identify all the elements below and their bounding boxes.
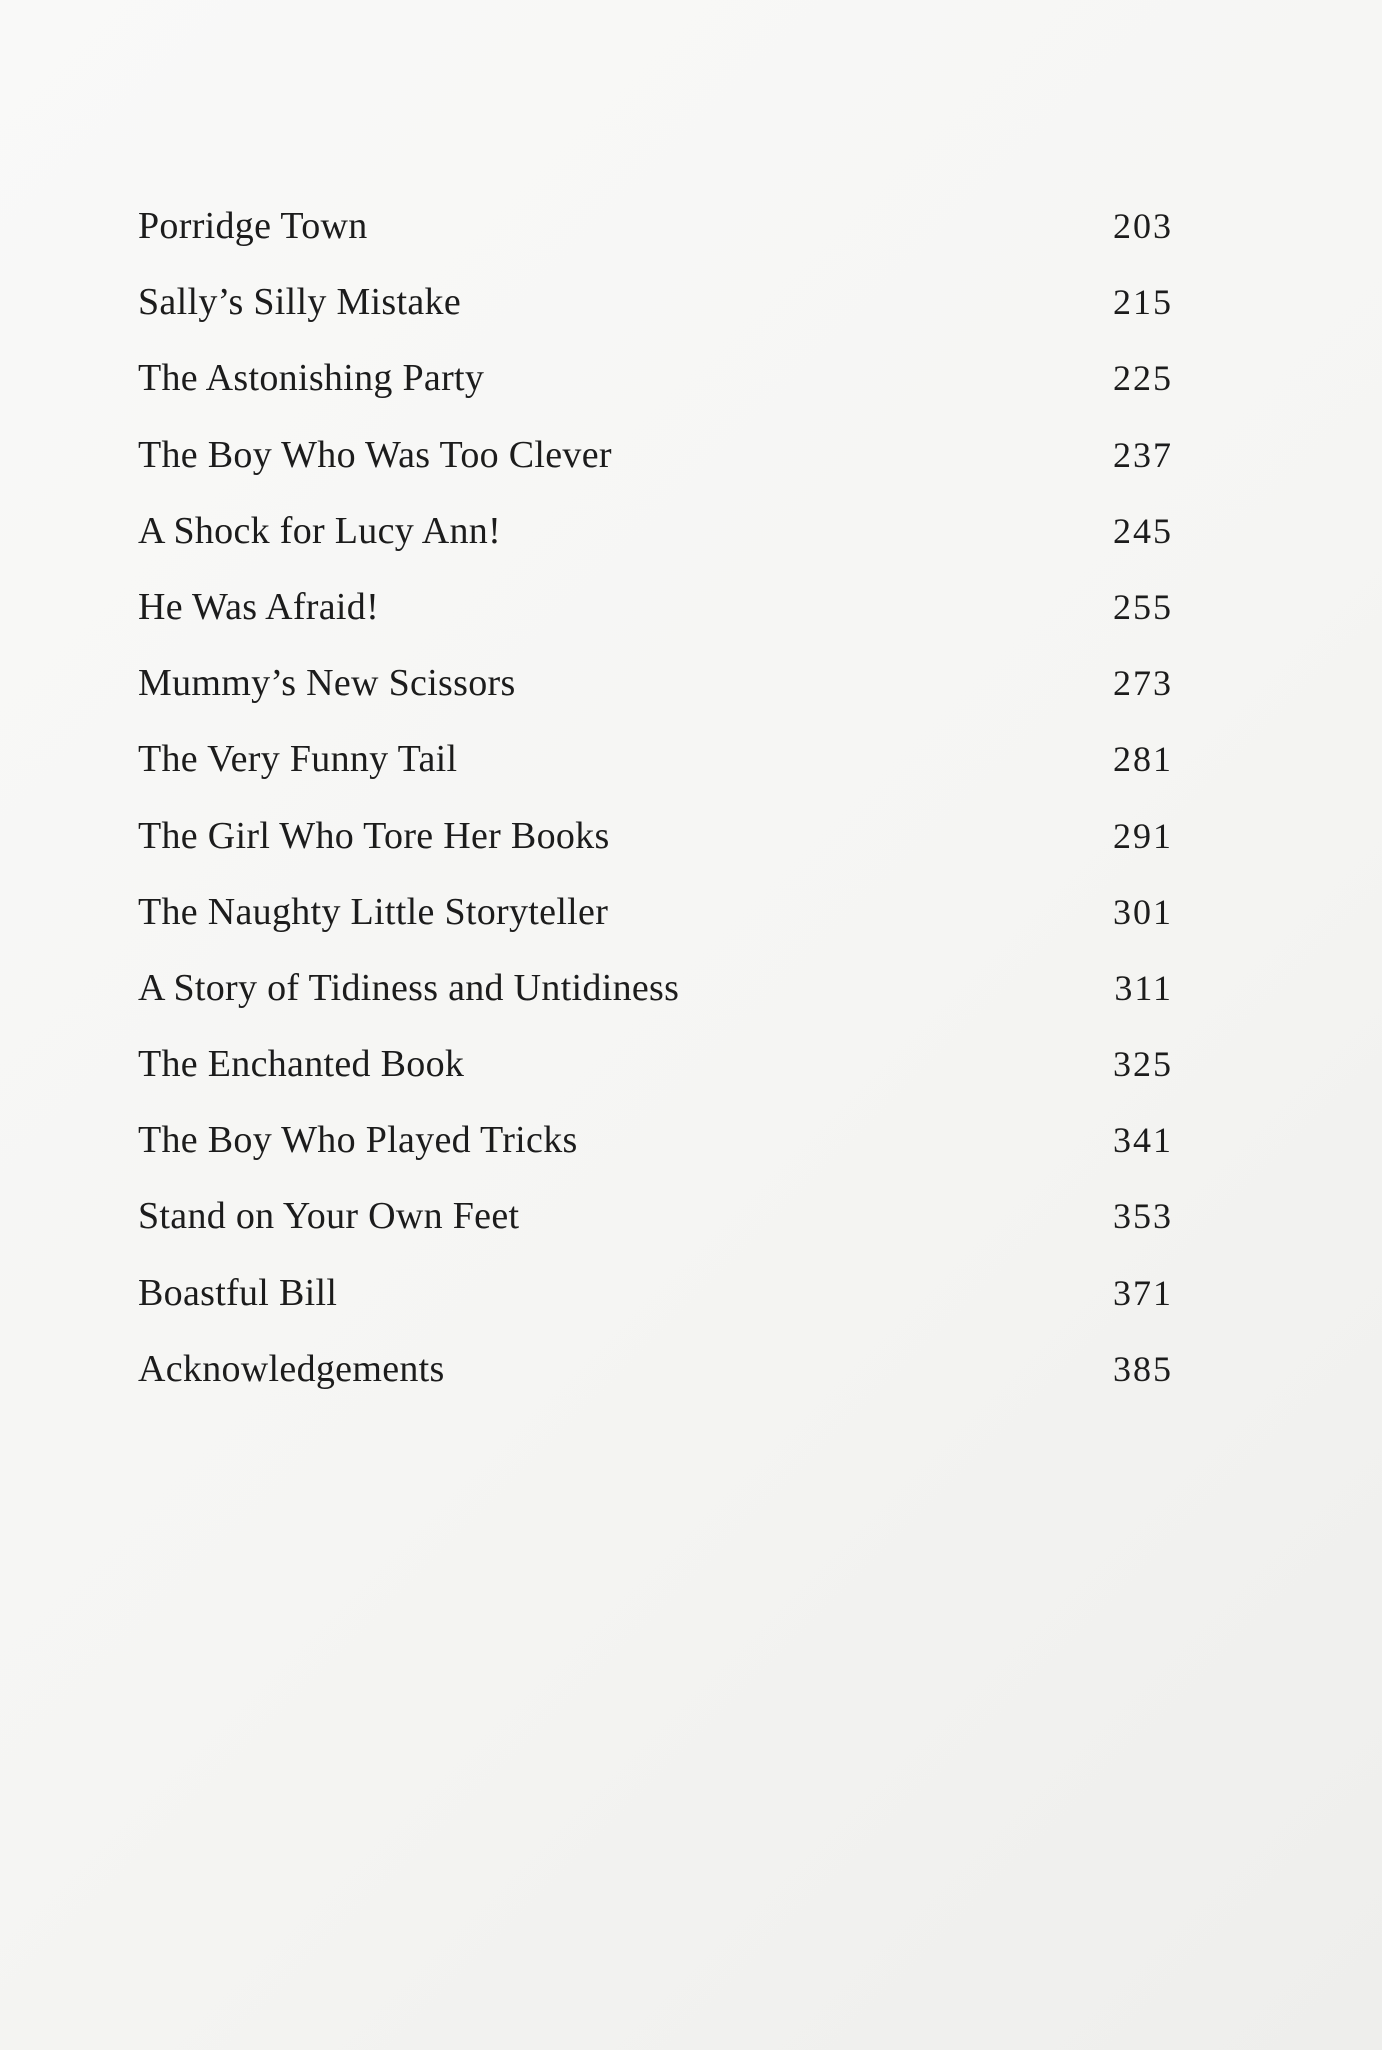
toc-entry-page: 237 [1113,434,1173,475]
toc-entry-page: 281 [1113,739,1173,780]
toc-entry-title: Sally’s Silly Mistake [138,281,461,324]
toc-entry-page: 225 [1113,358,1173,399]
toc-entry-title: The Naughty Little Storyteller [138,890,609,933]
toc-entry [138,340,1173,416]
toc-entry-page: 385 [1113,1348,1173,1389]
toc-entry [138,645,1173,721]
toc-entry [138,417,1173,493]
toc-entry [138,188,1173,264]
toc-entry [138,1331,1173,1407]
toc-entry [138,950,1173,1026]
toc-entry [138,1255,1173,1331]
toc-entry-page: 255 [1113,586,1173,627]
toc-entry-page: 371 [1113,1272,1173,1313]
toc-entry-title: Boastful Bill [138,1271,338,1314]
toc-entry-page: 245 [1113,510,1173,551]
toc-entry [138,721,1173,797]
toc-entry-title: A Shock for Lucy Ann! [138,509,502,552]
toc-entry-title: The Astonishing Party [138,357,485,400]
toc-entry-title: Mummy’s New Scissors [138,662,516,705]
toc-entry-title: Acknowledgements [138,1347,445,1390]
toc-entry-page: 311 [1114,967,1173,1008]
toc-entry-page: 353 [1113,1196,1173,1237]
toc-entry [138,493,1173,569]
table-of-contents [138,188,1173,1407]
toc-entry-page: 325 [1113,1044,1173,1085]
toc-entry-title: Stand on Your Own Feet [138,1195,520,1238]
toc-entry-title: A Story of Tidiness and Untidiness [138,966,680,1009]
toc-entry-page: 203 [1113,206,1173,246]
toc-entry-title: The Boy Who Played Tricks [138,1119,578,1162]
toc-entry-title: The Girl Who Tore Her Books [138,814,610,857]
toc-entry-page: 215 [1113,282,1173,323]
toc-entry [138,1026,1173,1102]
toc-entry-title: The Boy Who Was Too Clever [138,433,612,476]
toc-entry-title: The Enchanted Book [138,1043,465,1086]
toc-entry-title: The Very Funny Tail [138,738,458,781]
toc-entry [138,874,1173,950]
toc-entry [138,798,1173,874]
toc-entry-title: Porridge Town [138,205,368,247]
toc-entry-page: 341 [1113,1120,1173,1161]
toc-entry [138,1178,1173,1254]
toc-entry-page: 273 [1113,663,1173,704]
toc-entry [138,569,1173,645]
toc-entry-title: He Was Afraid! [138,585,380,628]
toc-entry-page: 301 [1113,891,1173,932]
toc-entry [138,264,1173,340]
toc-entry-page: 291 [1113,815,1173,856]
toc-entry [138,1102,1173,1178]
